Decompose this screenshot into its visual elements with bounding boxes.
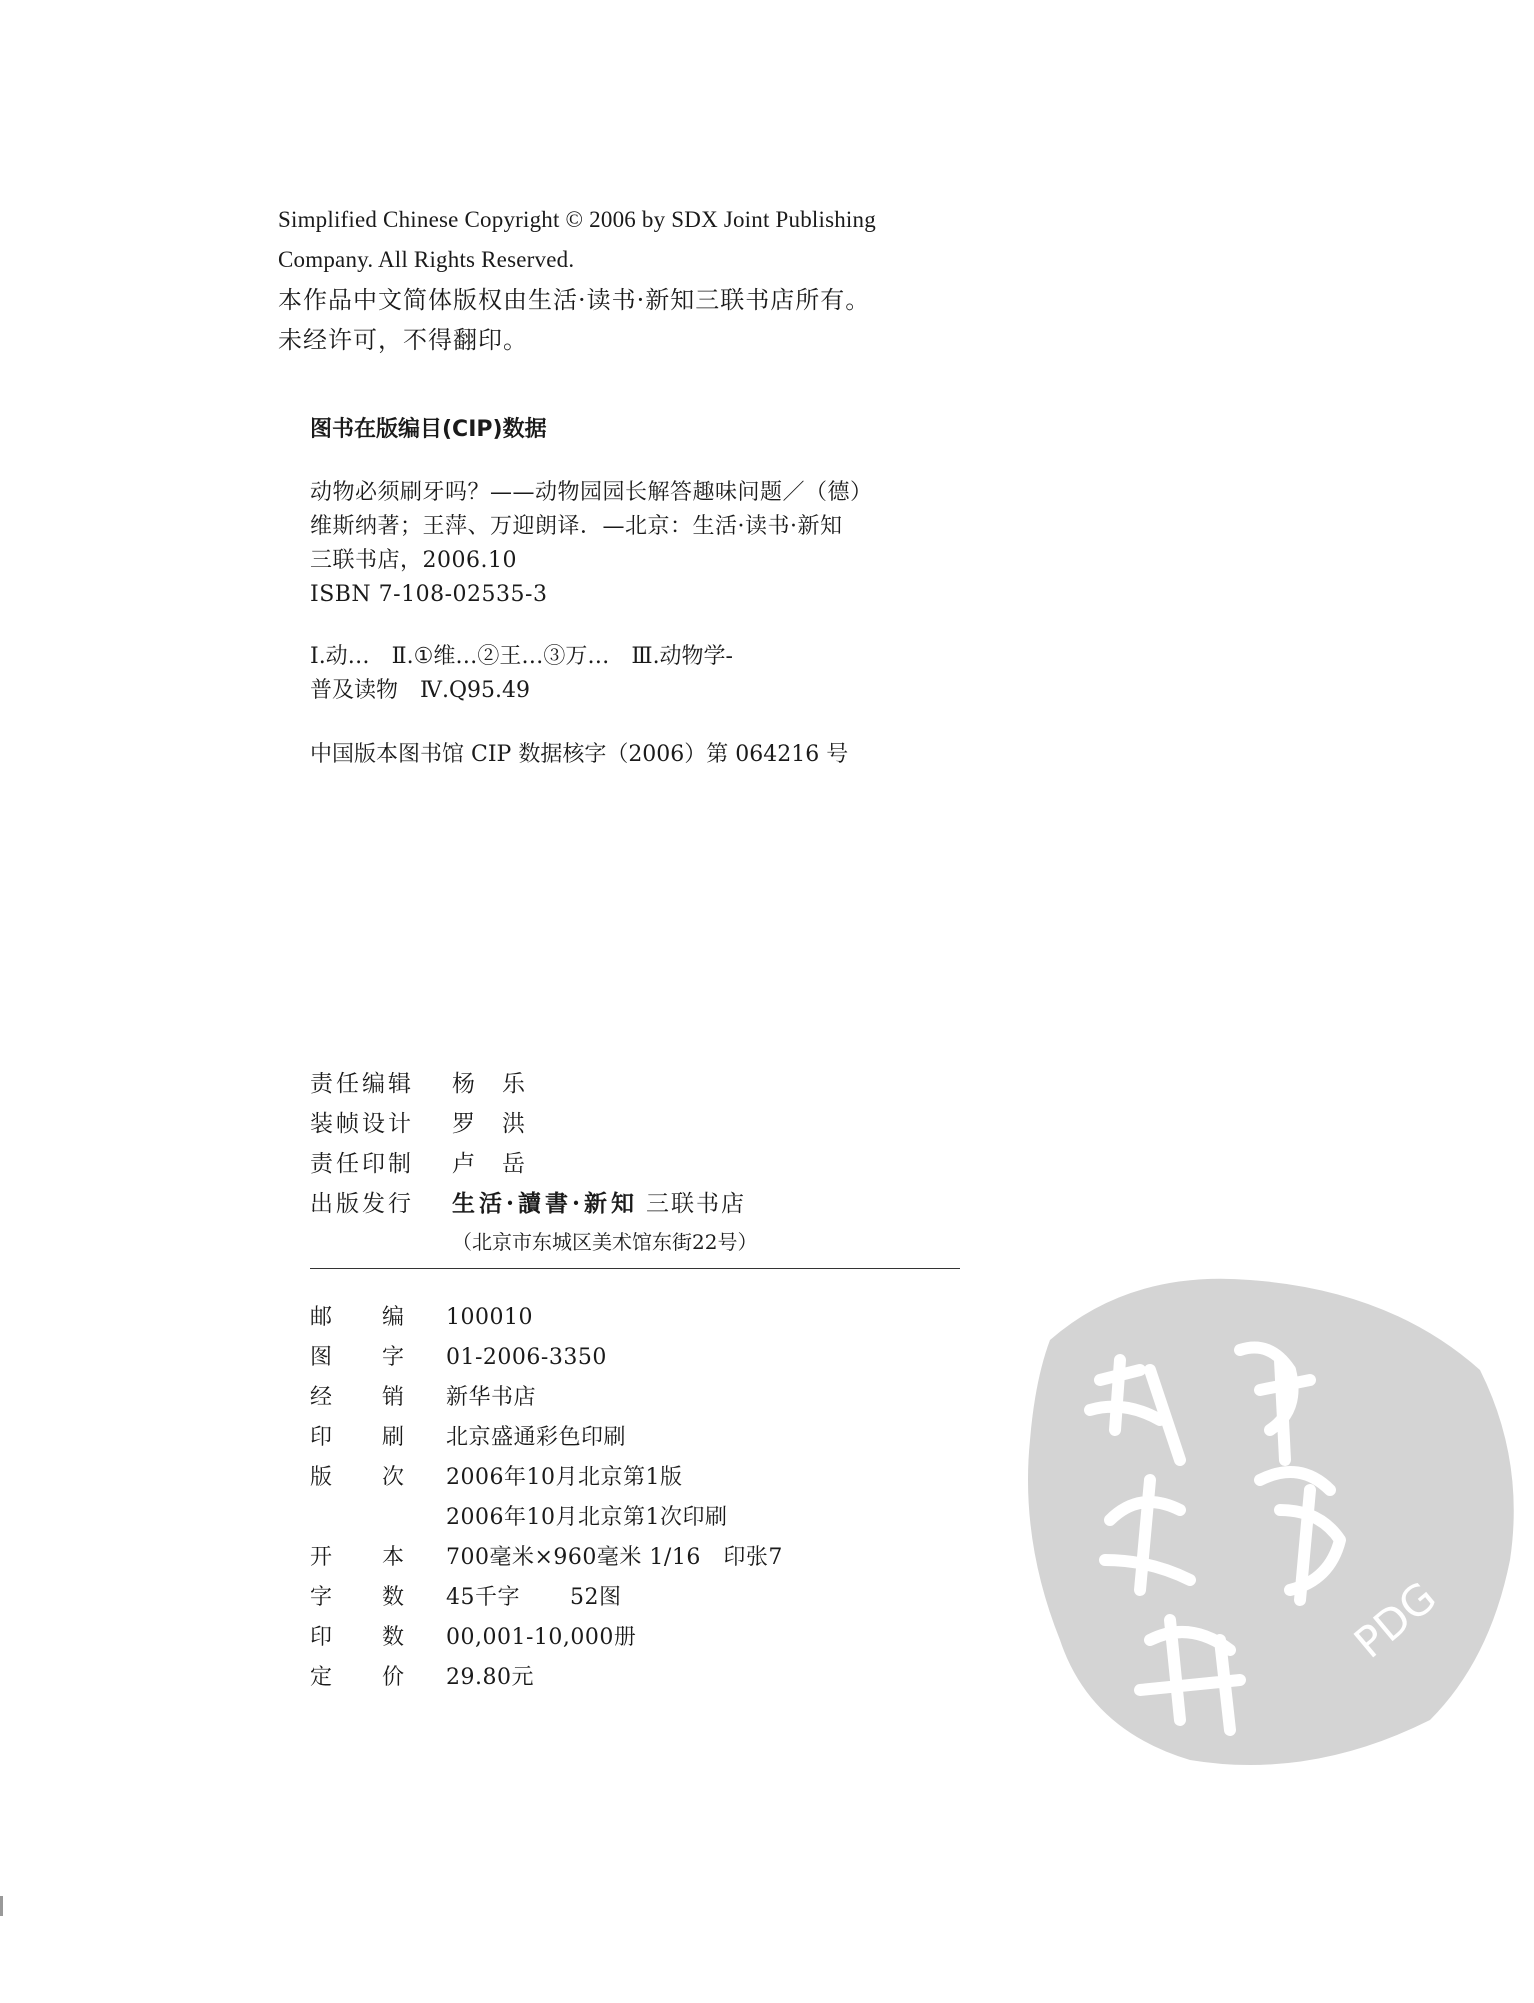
publisher-brand-logo: 生活·讀書·新知: [452, 1190, 639, 1217]
spec-row: [310, 1298, 1010, 1338]
copyright-en-line2: Company. All Rights Reserved.: [278, 247, 575, 272]
spec-key: [382, 1498, 446, 1538]
spec-key: [310, 1498, 382, 1538]
spec-row: [310, 1338, 1010, 1378]
spec-key: 刷: [382, 1425, 405, 1450]
spec-value: 00,001-10,000册: [446, 1625, 637, 1650]
spec-key: 数: [382, 1585, 405, 1610]
spec-key: 本: [382, 1545, 405, 1570]
spec-row: [310, 1578, 1010, 1618]
cip-description: [310, 476, 990, 612]
copyright-zh-line1: 本作品中文简体版权由生活·读书·新知三联书店所有。: [278, 286, 871, 314]
spec-key: 数: [382, 1625, 405, 1650]
spec-row: [310, 1658, 1010, 1698]
cip-class-line: Ⅰ.动… Ⅱ.①维…②王…③万… Ⅲ.动物学-: [310, 644, 733, 669]
cip-line: 维斯纳著；王萍、万迎朗译．—北京：生活·读书·新知: [310, 514, 843, 539]
spec-value: [446, 1578, 622, 1618]
credit-row: [310, 1104, 1010, 1144]
spec-key: 印: [310, 1425, 333, 1450]
specs-block: [310, 1298, 1010, 1698]
spec-row: [310, 1618, 1010, 1658]
cip-isbn: ISBN 7-108-02535-3: [310, 582, 548, 607]
credits-block: [310, 1064, 1010, 1260]
cip-line: 三联书店，2006.10: [310, 548, 517, 573]
spec-value: 2006年10月北京第1版: [446, 1465, 683, 1490]
spec-value: 北京盛通彩色印刷: [446, 1425, 627, 1450]
spec-key: 价: [382, 1665, 405, 1690]
spec-key: 邮: [310, 1305, 333, 1330]
credit-label: 责任编辑: [310, 1071, 414, 1097]
spec-key: 销: [382, 1385, 405, 1410]
cip-block: [310, 412, 990, 772]
spec-key: 版: [310, 1465, 333, 1490]
spec-value: 2006年10月北京第1次印刷: [446, 1505, 728, 1530]
spec-key: 经: [310, 1385, 333, 1410]
copyright-notice: [278, 200, 978, 360]
seal-text: PDG: [1344, 1572, 1446, 1668]
spec-key: 字: [310, 1585, 333, 1610]
credit-row: [310, 1184, 1010, 1224]
copyright-zh-line2: 未经许可，不得翻印。: [278, 326, 528, 354]
cip-record-number: 中国版本图书馆 CIP 数据核字（2006）第 064216 号: [310, 742, 849, 767]
spec-row: [310, 1498, 1010, 1538]
spec-value-part: 52图: [570, 1585, 622, 1610]
spec-value: 01-2006-3350: [446, 1345, 607, 1370]
credit-value: 罗 洪: [452, 1111, 527, 1137]
scan-edge-mark: [0, 1896, 3, 1916]
spec-key: 印: [310, 1625, 333, 1650]
spec-value: 100010: [446, 1305, 533, 1330]
publisher-address: （北京市东城区美术馆东街22号）: [452, 1230, 758, 1254]
credit-label: 装帧设计: [310, 1111, 414, 1137]
credit-row: [310, 1064, 1010, 1104]
spec-key: 开: [310, 1545, 333, 1570]
spec-key: 图: [310, 1345, 333, 1370]
credit-value: 卢 岳: [452, 1151, 527, 1177]
cip-class-line: 普及读物 Ⅳ.Q95.49: [310, 678, 530, 703]
seal-graphic: [1010, 1260, 1530, 1780]
cip-classification: [310, 640, 990, 708]
spec-value: 29.80元: [446, 1665, 534, 1690]
spec-row: [310, 1418, 1010, 1458]
spec-key: 定: [310, 1665, 333, 1690]
credit-label: 出版发行: [310, 1191, 414, 1217]
cip-title: 图书在版编目(CIP)数据: [310, 417, 547, 442]
watermark-seal: [1010, 1260, 1530, 1780]
spec-row: [310, 1378, 1010, 1418]
divider-line: [310, 1268, 960, 1269]
publisher-value: [452, 1184, 746, 1224]
spec-row: [310, 1538, 1010, 1578]
publisher-name: 三联书店: [646, 1191, 747, 1217]
credit-label: 责任印制: [310, 1151, 414, 1177]
credit-row: [310, 1144, 1010, 1184]
spec-key: 编: [382, 1305, 405, 1330]
spec-value: 700毫米×960毫米 1/16 印张7: [446, 1545, 783, 1570]
copyright-en-line1: Simplified Chinese Copyright © 2006 by SDX Joint Publishing: [278, 207, 876, 232]
credit-value: 杨 乐: [452, 1071, 527, 1097]
spec-key: 字: [382, 1345, 405, 1370]
spec-row: [310, 1458, 1010, 1498]
spec-value: 新华书店: [446, 1385, 537, 1410]
spec-value-part: 45千字: [446, 1585, 520, 1610]
cip-line: 动物必须刷牙吗？——动物园园长解答趣味问题／（德）: [310, 480, 873, 505]
spec-key: 次: [382, 1465, 405, 1490]
